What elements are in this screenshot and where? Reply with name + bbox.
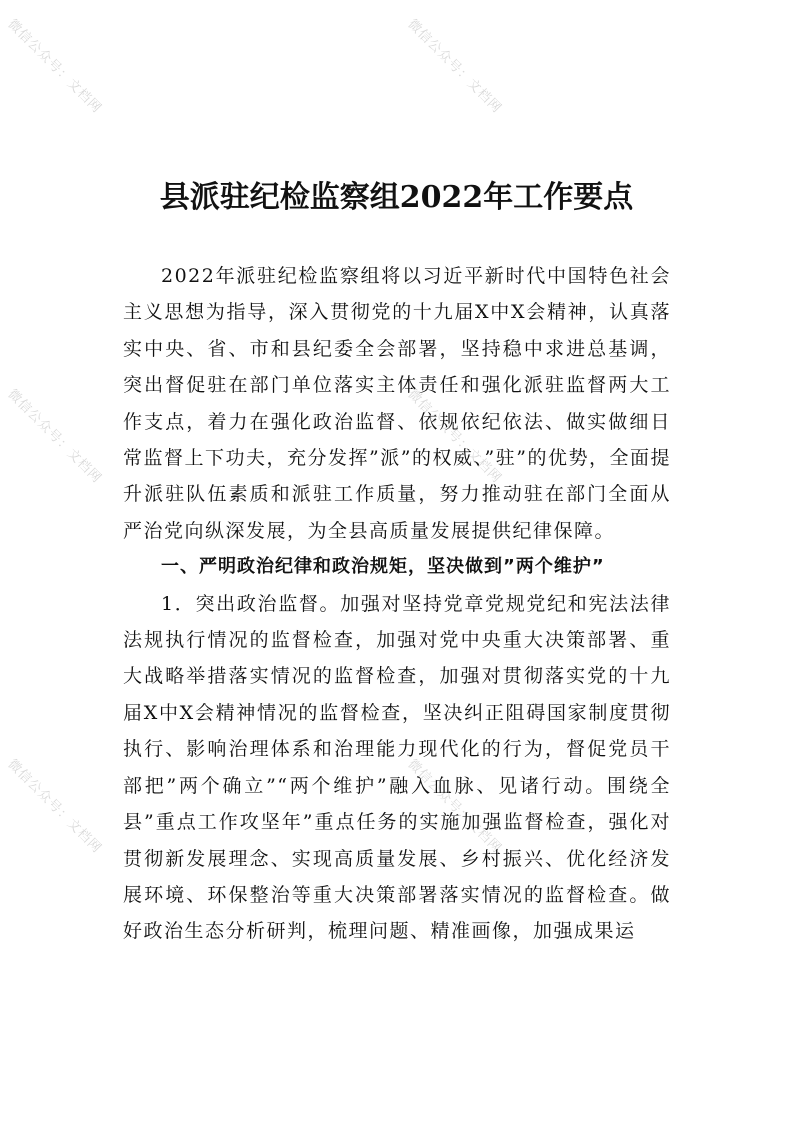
intro-paragraph: 2022年派驻纪检监察组将以习近平新时代中国特色社会主义思想为指导，深入贯彻党的十九届X中X会精神，认真落实中央、省、市和县纪委全会部署，坚持稳中求进总基调，突出督促驻在部门单位落实主体责任和强化派驻监督两大工作支点，着力在强化政治监督、依规依纪依法、做实做细日常监督上下功夫，充分发挥”派”的权威、”驻”的优势，全面提升派驻队伍素质和派驻工作质量，努力推动驻在部门全面从严治党向纵深发展，为全县高质量发展提供纪律保障。: [123, 265, 671, 542]
watermark: 微信公众号：文档网: [4, 386, 105, 487]
watermark: 微信公众号：文档网: [404, 16, 505, 117]
watermark: 微信公众号：文档网: [404, 386, 505, 487]
document-body: [123, 258, 671, 950]
section-heading: 一、严明政治纪律和政治规矩，坚决做到”两个维护”: [161, 556, 605, 578]
watermark: 微信公众号：文档网: [404, 756, 505, 857]
section-item-paragraph: 1．突出政治监督。加强对坚持党章党规党纪和宪法法律法规执行情况的监督检查，加强对党中央重大决策部署、重大战略举措落实情况的监督检查，加强对贯彻落实党的十九届X中X会精神情况的监督检查，坚决纠正阻碍国家制度贯彻执行、影响治理体系和治理能力现代化的行为，督促党员干部把”两个确立”“两个维护”融入血脉、见诸行动。围绕全县”重点工作攻坚年”重点任务的实施加强监督检查，强化对贯彻新发展理念、实现高质量发展、乡村振兴、优化经济发展环境、环保整治等重大决策部署落实情况的监督检查。做好政治生态分析研判，梳理问题、精准画像，加强成果运: [123, 592, 671, 943]
page-title: 县派驻纪检监察组2022年工作要点: [159, 180, 634, 215]
watermark: 微信公众号：文档网: [4, 16, 105, 117]
watermark: 微信公众号：文档网: [4, 756, 105, 857]
